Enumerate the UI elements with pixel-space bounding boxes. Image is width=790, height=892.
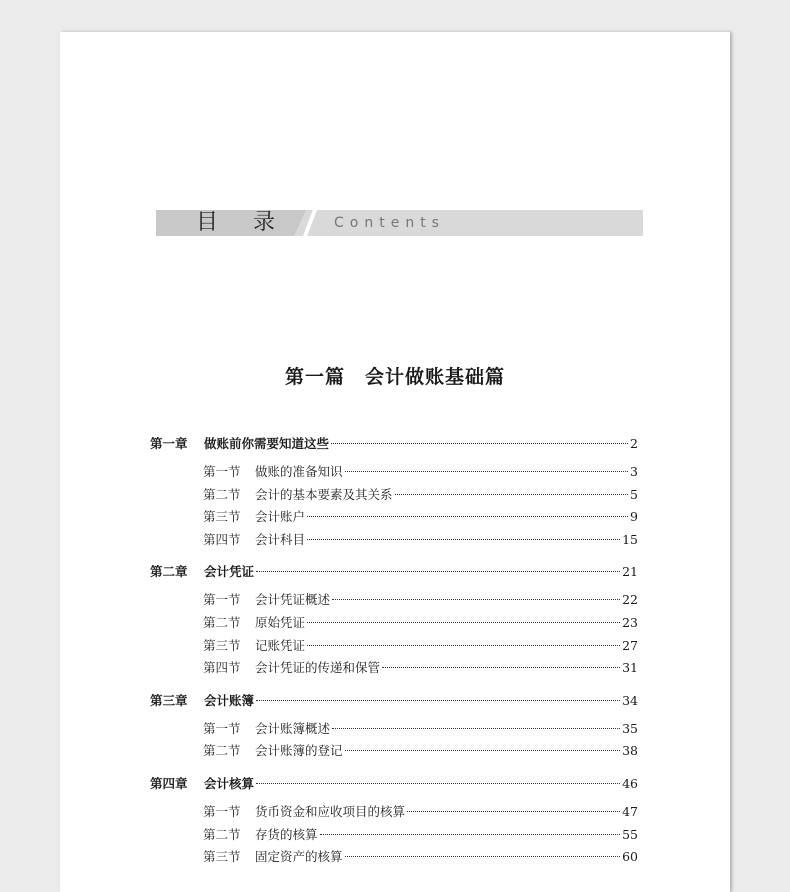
toc-chapter-entry-title: 会计凭证 bbox=[204, 564, 255, 580]
contents-title: 目 录 bbox=[196, 210, 289, 235]
toc-section-entry-title: 做账的准备知识 bbox=[255, 464, 343, 479]
leader-dots bbox=[395, 493, 629, 495]
toc-chapter-entry-page: 34 bbox=[622, 692, 638, 708]
toc-chapter-entry[interactable] bbox=[150, 432, 638, 455]
toc-chapter-entry-page: 46 bbox=[622, 775, 638, 791]
toc-section-entry-title: 会计的基本要素及其关系 bbox=[255, 486, 393, 502]
toc-section-entry-page: 31 bbox=[622, 660, 638, 676]
toc-chapter-entry-title: 会计核算 bbox=[204, 775, 255, 791]
toc-section-entry-page: 47 bbox=[622, 803, 638, 819]
toc-chapter-entry-number: 第二章 bbox=[150, 564, 188, 580]
toc-section-entry-title: 固定资产的核算 bbox=[255, 849, 343, 865]
toc-section-entry[interactable] bbox=[150, 824, 638, 847]
toc-section-entry-number: 第二节 bbox=[203, 743, 241, 759]
toc-section-entry[interactable] bbox=[150, 589, 638, 612]
toc-section-entry[interactable] bbox=[150, 657, 638, 680]
toc-section-entry-page: 22 bbox=[622, 592, 638, 608]
toc-section-entry-title: 会计凭证概述 bbox=[255, 592, 331, 608]
toc-chapter-entry-title: 做账前你需要知道这些 bbox=[204, 436, 330, 451]
contents-subtitle: Contents bbox=[334, 215, 445, 231]
toc-section-entry[interactable] bbox=[150, 801, 638, 824]
contents-header bbox=[156, 210, 643, 236]
document-page bbox=[60, 32, 730, 892]
toc-section-entry-number: 第二节 bbox=[203, 826, 241, 842]
toc-chapter-entry-page: 21 bbox=[622, 564, 638, 580]
toc-section-entry-page: 35 bbox=[622, 720, 638, 736]
toc-section-entry[interactable] bbox=[150, 718, 638, 741]
toc-section-entry-number: 第三节 bbox=[203, 509, 241, 525]
toc-section-entry-title: 会计账户 bbox=[255, 509, 306, 525]
toc-section-entry-page: 60 bbox=[622, 849, 638, 865]
toc-chapter-entry-page: 2 bbox=[630, 436, 638, 451]
toc-section-entry-page: 3 bbox=[630, 464, 638, 479]
toc-section-entry-number: 第四节 bbox=[203, 660, 241, 676]
table-of-contents bbox=[150, 432, 638, 878]
toc-chapter-entry-number: 第三章 bbox=[150, 692, 188, 708]
toc-section-entry-page: 5 bbox=[630, 486, 638, 502]
toc-chapter-entry[interactable] bbox=[150, 689, 638, 712]
leader-dots bbox=[332, 727, 620, 729]
toc-section-entry-page: 9 bbox=[630, 509, 638, 525]
toc-chapter-entry[interactable] bbox=[150, 560, 638, 583]
toc-section-entry-number: 第四节 bbox=[203, 531, 241, 547]
toc-section-entry-number: 第一节 bbox=[203, 464, 241, 479]
toc-section-entry-number: 第一节 bbox=[203, 720, 241, 736]
leader-dots bbox=[307, 538, 620, 540]
toc-section-entry-number: 第一节 bbox=[203, 803, 241, 819]
toc-section-entry-title: 存货的核算 bbox=[255, 826, 318, 842]
toc-section-entry-title: 会计科目 bbox=[255, 531, 306, 547]
toc-section-entry-title: 记账凭证 bbox=[255, 637, 306, 653]
toc-section-entry-page: 38 bbox=[622, 743, 638, 759]
toc-section-entry[interactable] bbox=[150, 484, 638, 507]
leader-dots bbox=[345, 470, 629, 472]
toc-section-entry-title: 会计凭证的传递和保管 bbox=[255, 660, 381, 676]
toc-chapter-entry-number: 第一章 bbox=[150, 436, 188, 451]
toc-section-entry-number: 第三节 bbox=[203, 849, 241, 865]
toc-section-entry-title: 会计账簿的登记 bbox=[255, 743, 343, 759]
leader-dots bbox=[307, 621, 620, 623]
toc-section-entry[interactable] bbox=[150, 740, 638, 763]
chapter-group bbox=[150, 689, 638, 763]
toc-section-entry[interactable] bbox=[150, 635, 638, 658]
toc-chapter-entry-title: 会计账簿 bbox=[204, 692, 255, 708]
leader-dots bbox=[307, 515, 628, 517]
leader-dots bbox=[331, 442, 628, 444]
leader-dots bbox=[407, 810, 620, 812]
header-slash bbox=[303, 210, 317, 236]
toc-section-entry-page: 23 bbox=[622, 614, 638, 630]
chapter-group bbox=[150, 432, 638, 551]
chapter-group bbox=[150, 772, 638, 869]
leader-dots bbox=[256, 782, 620, 784]
leader-dots bbox=[345, 749, 621, 751]
toc-section-entry[interactable] bbox=[150, 529, 638, 552]
toc-section-entry-number: 第二节 bbox=[203, 486, 241, 502]
leader-dots bbox=[320, 833, 621, 835]
toc-section-entry-page: 55 bbox=[622, 826, 638, 842]
toc-section-entry-number: 第一节 bbox=[203, 592, 241, 608]
toc-section-entry-page: 27 bbox=[622, 637, 638, 653]
leader-dots bbox=[256, 699, 620, 701]
leader-dots bbox=[307, 644, 620, 646]
toc-section-entry-title: 原始凭证 bbox=[255, 614, 306, 630]
leader-dots bbox=[256, 570, 620, 572]
toc-section-entry[interactable] bbox=[150, 461, 638, 484]
toc-chapter-entry[interactable] bbox=[150, 772, 638, 795]
toc-section-entry-number: 第二节 bbox=[203, 614, 241, 630]
toc-section-entry-page: 15 bbox=[622, 531, 638, 547]
toc-section-entry-number: 第三节 bbox=[203, 637, 241, 653]
chapter-group bbox=[150, 560, 638, 679]
part-title: 第一篇 会计做账基础篇 bbox=[284, 366, 505, 388]
leader-dots bbox=[332, 598, 620, 600]
toc-section-entry-title: 会计账簿概述 bbox=[255, 720, 331, 736]
toc-section-entry-title: 货币资金和应收项目的核算 bbox=[255, 803, 406, 819]
leader-dots bbox=[345, 855, 621, 857]
toc-section-entry[interactable] bbox=[150, 846, 638, 869]
toc-section-entry[interactable] bbox=[150, 506, 638, 529]
leader-dots bbox=[382, 666, 620, 668]
toc-chapter-entry-number: 第四章 bbox=[150, 775, 188, 791]
toc-section-entry[interactable] bbox=[150, 612, 638, 635]
